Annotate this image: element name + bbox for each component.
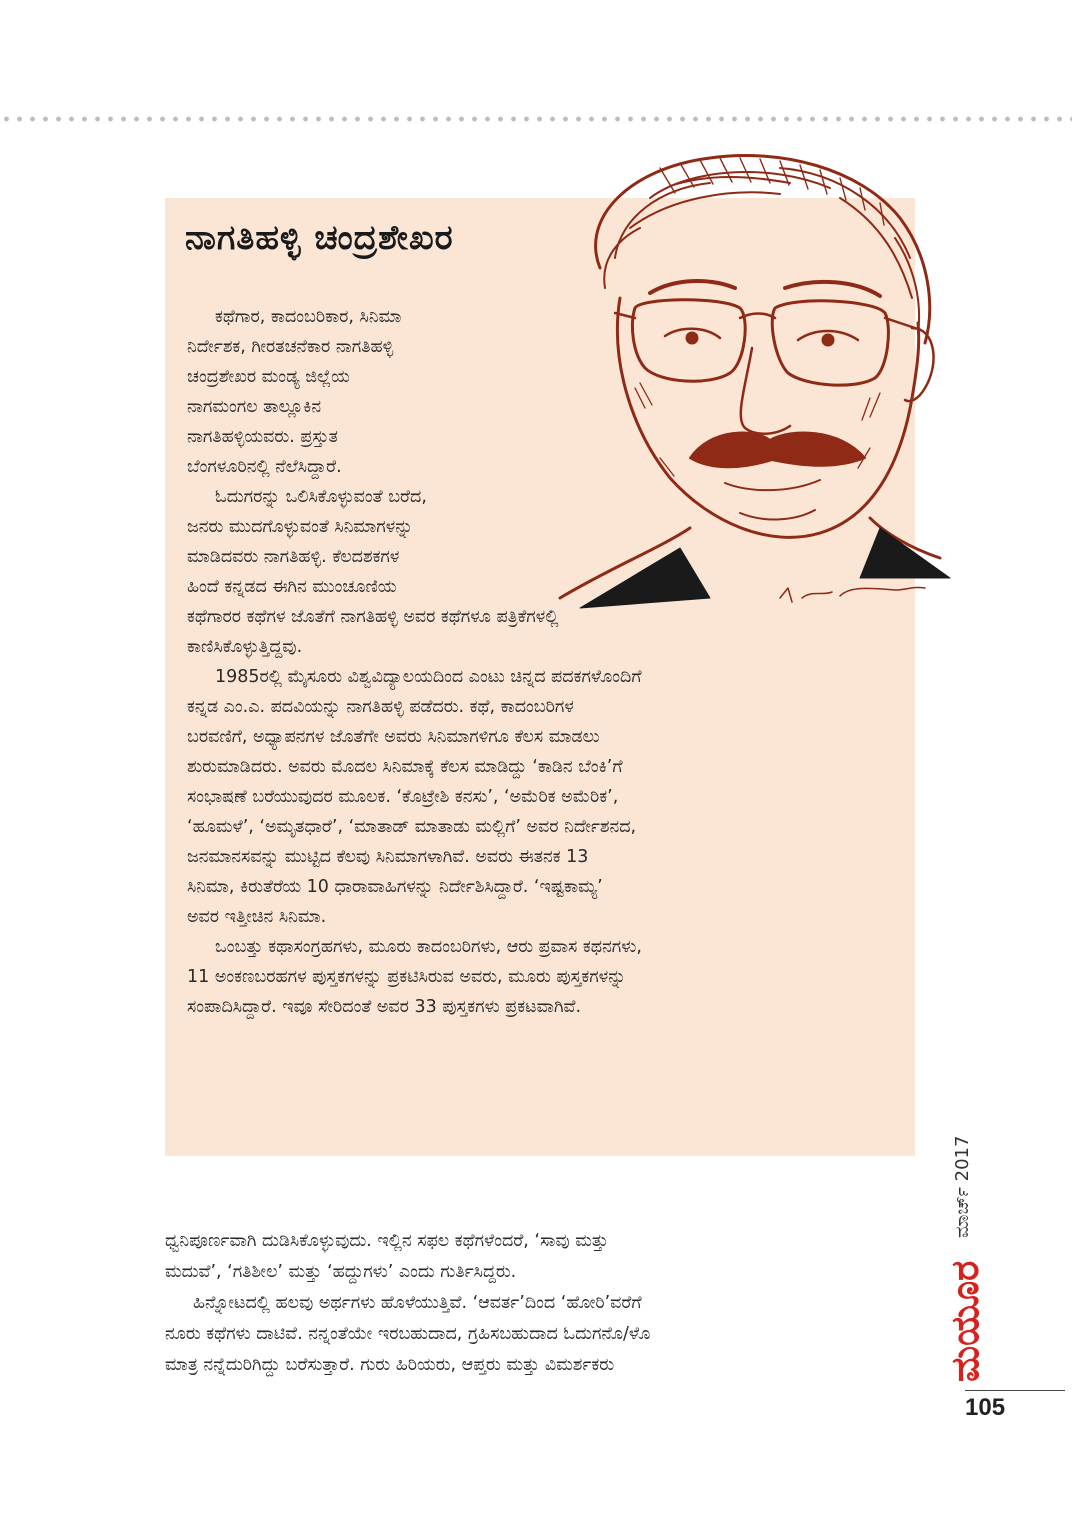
profile-line: ಸಿನಿಮಾ, ಕಿರುತೆರೆಯ 10 ಧಾರಾವಾಹಿಗಳನ್ನು ನಿರ್ದೇಶಿಸಿದ್ದಾರೆ. ‘ಇಷ್ಟಕಾಮ್ಯ’ xyxy=(187,877,603,897)
profile-line: ನಿರ್ದೇಶಕ, ಗೀರತಚನೆಕಾರ ನಾಗತಿಹಳ್ಳಿ xyxy=(187,337,394,357)
profile-line: ಹಿಂದೆ ಕನ್ನಡದ ಈಗಿನ ಮುಂಚೂಣಿಯ xyxy=(187,577,397,597)
profile-line: ಸಂಭಾಷಣೆ ಬರೆಯುವುದರ ಮೂಲಕ. ‘ಕೊಟ್ರೇಶಿ ಕನಸು’, ‘ಅಮೆರಿಕ ಅಮೆರಿಕ’, xyxy=(187,787,619,807)
profile-line: ಒಂಬತ್ತು ಕಥಾಸಂಗ್ರಹಗಳು, ಮೂರು ಕಾದಂಬರಿಗಳು, ಆರು ಪ್ರವಾಸ ಕಥನಗಳು, xyxy=(215,937,642,957)
profile-line: ನಾಗತಿಹಳ್ಳಿಯವರು. ಪ್ರಸ್ತುತ xyxy=(187,427,338,447)
dotted-divider xyxy=(0,113,1072,125)
profile-line: ಬರವಣಿಗೆ, ಅಧ್ಯಾಪನಗಳ ಜೊತೆಗೇ ಅವರು ಸಿನಿಮಾಗಳಿಗೂ ಕೆಲಸ ಮಾಡಲು xyxy=(187,727,600,747)
issue-date-text: ಮಾರ್ಚ್ 2017 xyxy=(952,1135,973,1238)
continuation-line: ಮಾತ್ರ ನನ್ನೆದುರಿಗಿದ್ದು ಬರೆಸುತ್ತಾರೆ. ಗುರು ಹಿರಿಯರು, ಆಪ್ತರು ಮತ್ತು ವಿಮರ್ಶಕರು xyxy=(165,1355,615,1375)
magazine-name xyxy=(930,1244,990,1384)
profile-line: ಓದುಗರನ್ನು ಒಲಿಸಿಕೊಳ್ಳುವಂತೆ ಬರೆದ, xyxy=(215,487,427,507)
profile-line: ಅವರ ಇತ್ತೀಚಿನ ಸಿನಿಮಾ. xyxy=(187,907,327,927)
profile-line: ಜನರು ಮುದಗೊಳ್ಳುವಂತೆ ಸಿನಿಮಾಗಳನ್ನು xyxy=(187,517,413,537)
page-number: 105 xyxy=(965,1394,1006,1421)
continuation-line: ನೂರು ಕಥೆಗಳು ದಾಟಿವೆ. ನನ್ನಂತೆಯೇ ಇರಬಹುದಾದ, ಗ್ರಹಿಸಬಹುದಾದ ಓದುಗನೊ/ಳೊ xyxy=(165,1324,651,1344)
profile-title: ನಾಗತಿಹಳ್ಳಿ ಚಂದ್ರಶೇಖರ xyxy=(185,218,454,258)
profile-line: ಕಾಣಿಸಿಕೊಳ್ಳುತ್ತಿದ್ದವು. xyxy=(187,637,303,657)
profile-line: ಸಂಪಾದಿಸಿದ್ದಾರೆ. ಇವೂ ಸೇರಿದಂತೆ ಅವರ 33 ಪುಸ್ತಕಗಳು ಪ್ರಕಟವಾಗಿವೆ. xyxy=(187,997,582,1017)
profile-line: 11 ಅಂಕಣಬರಹಗಳ ಪುಸ್ತಕಗಳನ್ನು ಪ್ರಕಟಿಸಿರುವ ಅವರು, ಮೂರು ಪುಸ್ತಕಗಳನ್ನು xyxy=(187,967,626,987)
continuation-text xyxy=(165,1226,895,1381)
magazine-name-text: ಮಯೂರ xyxy=(943,1260,987,1382)
page-number-rule xyxy=(965,1390,1065,1391)
profile-line: ಬೆಂಗಳೂರಿನಲ್ಲಿ ನೆಲೆಸಿದ್ದಾರೆ. xyxy=(187,457,342,477)
profile-line: ಕಥೆಗಾರರ ಕಥೆಗಳ ಜೊತೆಗೆ ನಾಗತಿಹಳ್ಳಿ ಅವರ ಕಥೆಗಳೂ ಪತ್ರಿಕೆಗಳಲ್ಲಿ xyxy=(187,607,559,627)
profile-line: ಚಂದ್ರಶೇಖರ ಮಂಡ್ಯ ಜಿಲ್ಲೆಯ xyxy=(187,367,350,387)
issue-date xyxy=(920,1070,1000,1240)
continuation-line: ಧ್ವನಿಪೂರ್ಣವಾಗಿ ದುಡಿಸಿಕೊಳ್ಳುವುದು. ಇಲ್ಲಿನ ಸಫಲ ಕಥೆಗಳೆಂದರೆ, ‘ಸಾವು ಮತ್ತು xyxy=(165,1231,609,1251)
profile-line: ಕಥೆಗಾರ, ಕಾದಂಬರಿಕಾರ, ಸಿನಿಮಾ xyxy=(215,307,402,327)
profile-line: ನಾಗಮಂಗಲ ತಾಲ್ಲೂಕಿನ xyxy=(187,397,322,417)
profile-line: ‘ಹೂಮಳೆ’, ‘ಅಮೃತಧಾರೆ’, ‘ಮಾತಾಡ್ ಮಾತಾಡು ಮಲ್ಲಿಗೆ’ ಅವರ ನಿರ್ದೇಶನದ, xyxy=(187,817,637,837)
profile-line: ಕನ್ನಡ ಎಂ.ಎ. ಪದವಿಯನ್ನು ನಾಗತಿಹಳ್ಳಿ ಪಡೆದರು. ಕಥೆ, ಕಾದಂಬರಿಗಳ xyxy=(187,697,574,717)
continuation-line: ಹಿನ್ನೋಟದಲ್ಲಿ ಹಲವು ಅರ್ಥಗಳು ಹೊಳೆಯುತ್ತಿವೆ. ‘ಆವರ್ತ’ದಿಂದ ‘ಹೋರಿ’ವರೆಗೆ xyxy=(193,1293,642,1313)
profile-line: 1985ರಲ್ಲಿ ಮೈಸೂರು ವಿಶ್ವವಿದ್ಯಾಲಯದಿಂದ ಎಂಟು ಚಿನ್ನದ ಪದಕಗಳೊಂದಿಗೆ xyxy=(215,667,642,687)
profile-body xyxy=(187,302,897,1022)
profile-line: ಮಾಡಿದವರು ನಾಗತಿಹಳ್ಳಿ. ಕೆಲದಶಕಗಳ xyxy=(187,547,400,567)
profile-line: ಜನಮಾನಸವನ್ನು ಮುಟ್ಟಿದ ಕೆಲವು ಸಿನಿಮಾಗಳಾಗಿವೆ. ಅವರು ಈತನಕ 13 xyxy=(187,847,589,867)
continuation-line: ಮದುವೆ’, ‘ಗತಿಶೀಲ’ ಮತ್ತು ‘ಹದ್ದುಗಳು’ ಎಂದು ಗುರ್ತಿಸಿದ್ದರು. xyxy=(165,1262,517,1282)
profile-line: ಶುರುಮಾಡಿದರು. ಅವರು ಮೊದಲ ಸಿನಿಮಾಕ್ಕೆ ಕೆಲಸ ಮಾಡಿದ್ದು ‘ಕಾಡಿನ ಬೆಂಕಿ’ಗೆ xyxy=(187,757,623,777)
